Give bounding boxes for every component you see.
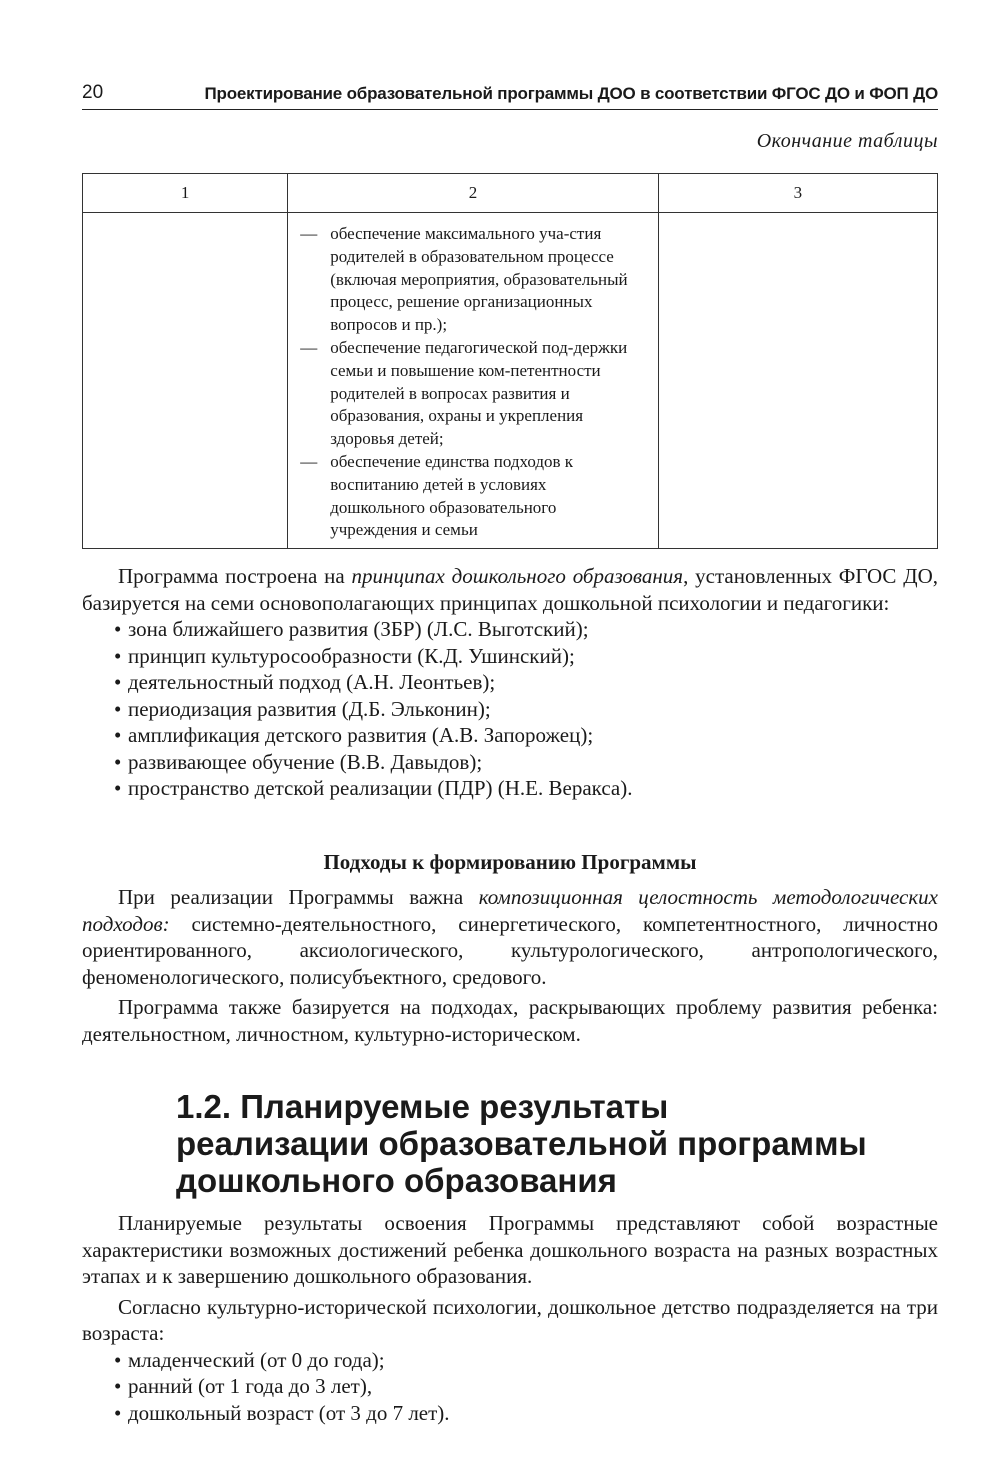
principles-list <box>82 616 938 802</box>
list-item: • ранний (от 1 года до 3 лет), <box>114 1373 938 1400</box>
cell-list <box>288 213 657 548</box>
book-title: Проектирование образовательной программы ДОО в соответствии ФГОС ДО и ФОП ДО <box>204 84 938 103</box>
approaches-heading: Подходы к формированию Программы <box>323 850 697 874</box>
cell-list-item: — обеспечение педагогической под-держки семьи и повышение ком-петентности родителей в вопросах развития и образования, охраны и укрепления здоровья детей; <box>300 337 643 451</box>
principles-block <box>82 563 938 802</box>
table-cell-col3 <box>658 213 937 549</box>
section-heading: 1.2. Планируемые результаты реализации образовательной программы дошкольного образования <box>176 1088 867 1199</box>
approaches-paragraph-1: При реализации Программы важна композиционная целостность методологических подходов: системно-деятельностного, синергетического, компетентностного, личностно ориентированного, аксиологического, культурологического, антропологического, феноменологического, полисубъектного, средового. <box>82 885 938 989</box>
list-item: • развивающее обучение (В.В. Давыдов); <box>114 749 938 776</box>
principles-intro: Программа построена на принципах дошкольного образования, установленных ФГОС ДО, базируется на семи основополагающих принципах дошкольной психологии и педагогики: <box>82 564 938 615</box>
cell-list-item: — обеспечение единства подходов к воспитанию детей в условиях дошкольного образовательного учреждения и семьи <box>300 451 643 542</box>
list-item: • амплификация детского развития (А.В. Запорожец); <box>114 722 938 749</box>
approaches-paragraph-2: Программа также базируется на подходах, раскрывающих проблему развития ребенка: деятельностном, личностном, культурно-историческом. <box>82 995 938 1046</box>
list-item: • пространство детской реализации (ПДР) (Н.Е. Веракса). <box>114 775 938 802</box>
continuation-table <box>82 173 938 549</box>
table-cell-col1 <box>83 213 288 549</box>
ages-list <box>82 1347 938 1427</box>
list-item: • дошкольный возраст (от 3 до 7 лет). <box>114 1400 938 1427</box>
list-item: • принцип культуросообразности (К.Д. Ушинский); <box>114 643 938 670</box>
table-row <box>83 213 938 549</box>
header-rule <box>82 109 938 110</box>
table-header-row <box>83 174 938 213</box>
results-block <box>82 1210 938 1426</box>
cell-list-item: — обеспечение максимального уча-стия родителей в образовательном процессе (включая мероприятия, образовательный процесс, решение организационных вопросов и пр.); <box>300 223 643 337</box>
list-item: • младенческий (от 0 до года); <box>114 1347 938 1374</box>
column-header: 1 <box>83 174 288 213</box>
table-cell-col2 <box>288 213 658 549</box>
list-item: • деятельностный подход (А.Н. Леонтьев); <box>114 669 938 696</box>
results-paragraph-1: Планируемые результаты освоения Программы представляют собой возрастные характеристики возможных достижений ребенка дошкольного возраста на разных возрастных этапах и к завершению дошкольного образования. <box>82 1211 938 1288</box>
list-item: • зона ближайшего развития (ЗБР) (Л.С. Выготский); <box>114 616 938 643</box>
table-continuation-label: Окончание таблицы <box>756 130 938 152</box>
list-item: • периодизация развития (Д.Б. Эльконин); <box>114 696 938 723</box>
page-number: 20 <box>82 82 104 103</box>
approaches-block <box>82 884 938 1047</box>
results-paragraph-2: Согласно культурно-исторической психологии, дошкольное детство подразделяется на три возраста: <box>82 1294 938 1345</box>
column-header: 3 <box>658 174 937 213</box>
column-header: 2 <box>288 174 658 213</box>
running-header <box>82 72 938 104</box>
